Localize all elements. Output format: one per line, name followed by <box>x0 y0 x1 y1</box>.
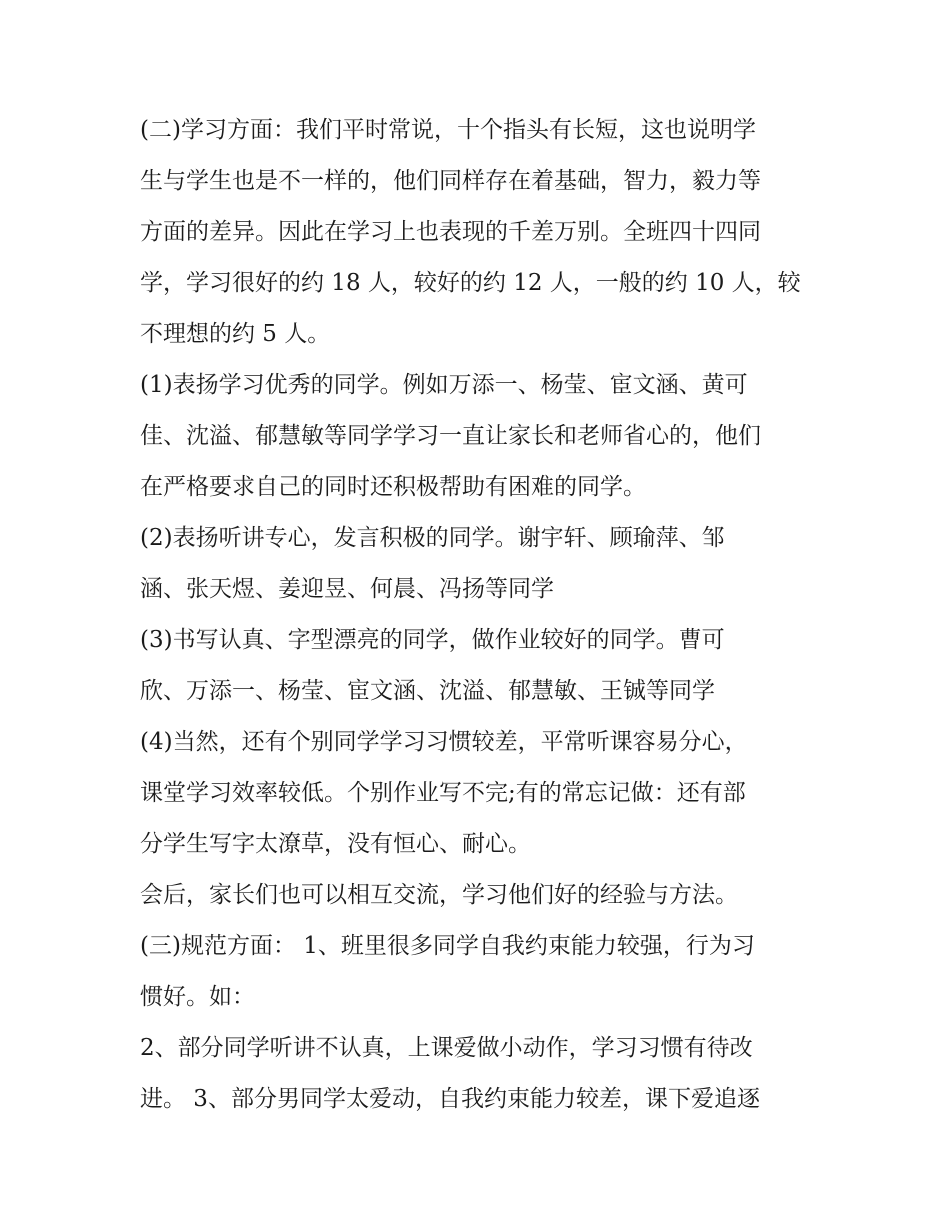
text-line: 欣、万添一、杨莹、宦文涵、沈溢、郁慧敏、王铖等同学 <box>140 678 715 704</box>
text-line: 佳、沈溢、郁慧敏等同学学习一直让家长和老师省心的，他们 <box>140 423 761 449</box>
text-line: 会后，家长们也可以相互交流，学习他们好的经验与方法。 <box>140 882 738 908</box>
text-line: (3)书写认真、字型漂亮的同学，做作业较好的同学。曹可 <box>140 627 725 653</box>
text-line: 课堂学习效率较低。个别作业写不完;有的常忘记做：还有部 <box>140 780 746 806</box>
text-line: 生与学生也是不一样的，他们同样存在着基础，智力，毅力等 <box>140 168 761 194</box>
text-line: (4)当然，还有个别同学学习习惯较差，平常听课容易分心， <box>140 729 748 755</box>
text-line: 在严格要求自己的同时还积极帮助有困难的同学。 <box>140 474 646 500</box>
text-line: 学，学习很好的约 18 人，较好的约 12 人，一般的约 10 人，较 <box>140 270 801 296</box>
text-line: (二)学习方面：我们平时常说，十个指头有长短，这也说明学 <box>140 117 756 143</box>
text-line: (1)表扬学习优秀的同学。例如万添一、杨莹、宦文涵、黄可 <box>140 372 748 398</box>
text-line: 涵、张天煜、姜迎昱、何晨、冯扬等同学 <box>140 576 554 602</box>
text-line: 惯好。如： <box>140 984 255 1010</box>
text-line: (三)规范方面： 1、班里很多同学自我约束能力较强，行为习 <box>140 933 755 959</box>
text-line: 分学生写字太潦草，没有恒心、耐心。 <box>140 831 531 857</box>
text-line: 进。 3、部分男同学太爱动，自我约束能力较差，课下爱追逐 <box>140 1086 760 1112</box>
text-line: 2、部分同学听讲不认真，上课爱做小动作，学习习惯有待改 <box>140 1035 753 1061</box>
document-body <box>140 105 820 1125</box>
text-line: 方面的差异。因此在学习上也表现的千差万别。全班四十四同 <box>140 219 761 245</box>
text-line: (2)表扬听讲专心，发言积极的同学。谢宇轩、顾瑜萍、邹 <box>140 525 725 551</box>
text-line: 不理想的约 5 人。 <box>140 321 331 347</box>
